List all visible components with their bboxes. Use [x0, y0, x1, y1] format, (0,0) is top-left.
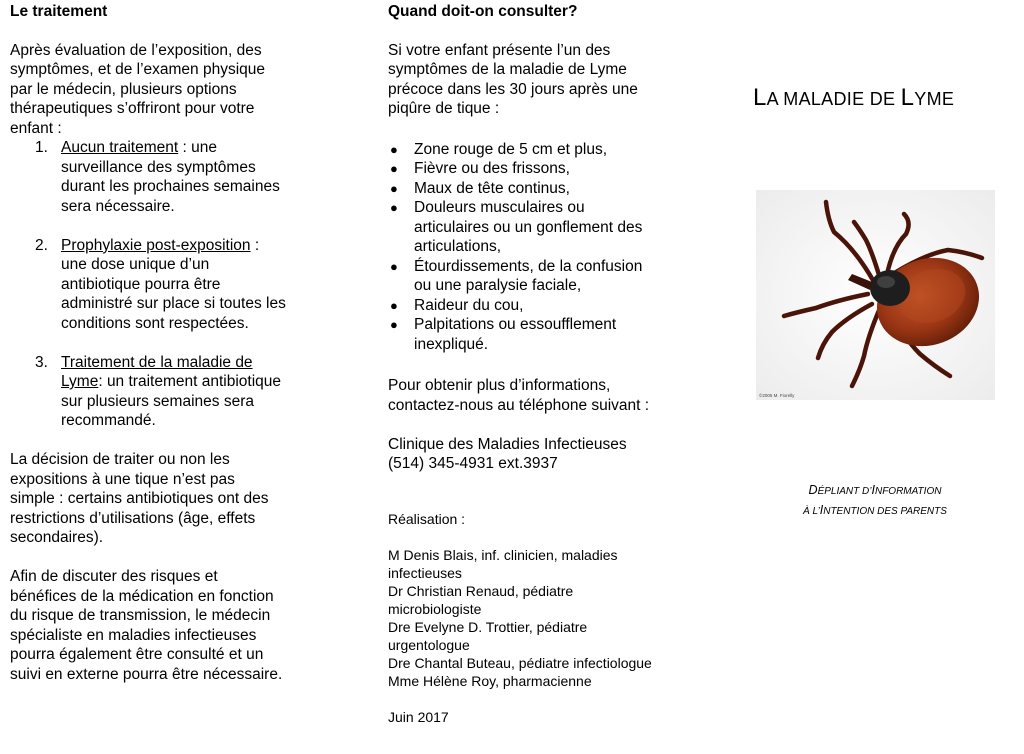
clinic-phone: (514) 345-4931 ext.3937: [388, 455, 558, 472]
symptom-item: ● Douleurs musculaires ou articulaires ou un gonflement des articulations,: [390, 199, 643, 255]
treatment-heading: Le traitement: [10, 3, 108, 20]
option-title: Traitement de la maladie de: [61, 353, 253, 371]
bullet-icon: ●: [390, 317, 398, 332]
photo-credit: ©2005 M. Fiorelly: [759, 393, 795, 398]
info-text: Pour obtenir plus d’informations, contactez-nous au téléphone suivant :: [388, 377, 650, 414]
publication-date: Juin 2017: [388, 708, 449, 725]
option-title: Aucun traitement: [61, 139, 179, 156]
symptom-item: ● Palpitations ou essoufflement inexpliqué.: [390, 316, 617, 353]
symptom-item: ● Fièvre ou des frissons,: [390, 160, 570, 177]
symptom-item: ● Zone rouge de 5 cm et plus,: [390, 140, 608, 158]
treatment-option: 2. Prophylaxie post-exposition : une dose unique d’un antibiotique pourra être administré sur place si toutes les conditions sont respectées.: [35, 236, 286, 332]
bullet-icon: ●: [390, 258, 398, 274]
bullet-icon: ●: [390, 141, 398, 157]
symptoms-list: [388, 140, 688, 355]
symptom-item: ● Raideur du cou,: [390, 296, 524, 314]
consult-column: [388, 0, 688, 726]
brochure-title: LA MALADIE DE LYME: [753, 84, 955, 111]
realisation-label: Réalisation :: [388, 510, 466, 527]
treatment-option: 3. Traitement de la maladie de Lyme: un traitement antibiotique sur plusieurs semaines sera recommandé.: [35, 353, 281, 429]
tick-illustration: [756, 190, 995, 400]
treatment-intro: Après évaluation de l’exposition, des symptômes, et de l’examen physique par le médecin, plusieurs options thérapeutiques s’offriront pour votre enfant :: [10, 41, 266, 137]
clinic-contact: [388, 435, 688, 474]
treatment-options-list: [10, 138, 315, 431]
credits-block: [388, 510, 688, 726]
specialist-paragraph: Afin de discuter des risques et bénéfices de la médication en fonction du risque de transmission, le médecin spécialiste en maladies infectieuses pourra également être consulté et un suivi en externe pourra être nécessaire.: [10, 568, 283, 683]
brochure-subtitle: DÉPLIANT D’INFORMATION À L’INTENTION DES PARENTS: [803, 483, 947, 517]
option-title: Prophylaxie post-exposition: [61, 236, 251, 254]
credits-list: M Denis Blais, inf. clinicien, maladies infectieuses Dr Christian Renaud, pédiatre microbiologiste Dre Evelyne D. Trottier, pédiatre urgentologue Dre Chantal Buteau, pédiatre infectiologue Mme Hélène Roy, pharmacienne: [388, 546, 652, 689]
decision-paragraph: La décision de traiter ou non les expositions à une tique n’est pas simple : certains antibiotiques ont des restrictions d’utilisations (âge, effets secondaires).: [10, 451, 269, 546]
clinic-name: Clinique des Maladies Infectieuses: [388, 435, 627, 453]
tick-photo: [756, 190, 995, 400]
symptom-item: ● Maux de tête continus,: [390, 179, 570, 197]
symptom-item: ● Étourdissements, de la confusion ou une paralysie faciale,: [390, 257, 643, 294]
bullet-icon: ●: [390, 297, 398, 313]
bullet-icon: ●: [390, 180, 398, 196]
treatment-column: [10, 0, 315, 684]
consult-intro: Si votre enfant présente l’un des symptômes de la maladie de Lyme précoce dans les 30 jours après une piqûre de tique :: [388, 41, 638, 117]
bullet-icon: ●: [390, 200, 398, 215]
bullet-icon: ●: [390, 161, 398, 176]
consult-heading: Quand doit-on consulter?: [388, 3, 578, 20]
treatment-option: 1. Aucun traitement : une surveillance des symptômes durant les prochaines semaines sera nécessaire.: [35, 139, 280, 215]
